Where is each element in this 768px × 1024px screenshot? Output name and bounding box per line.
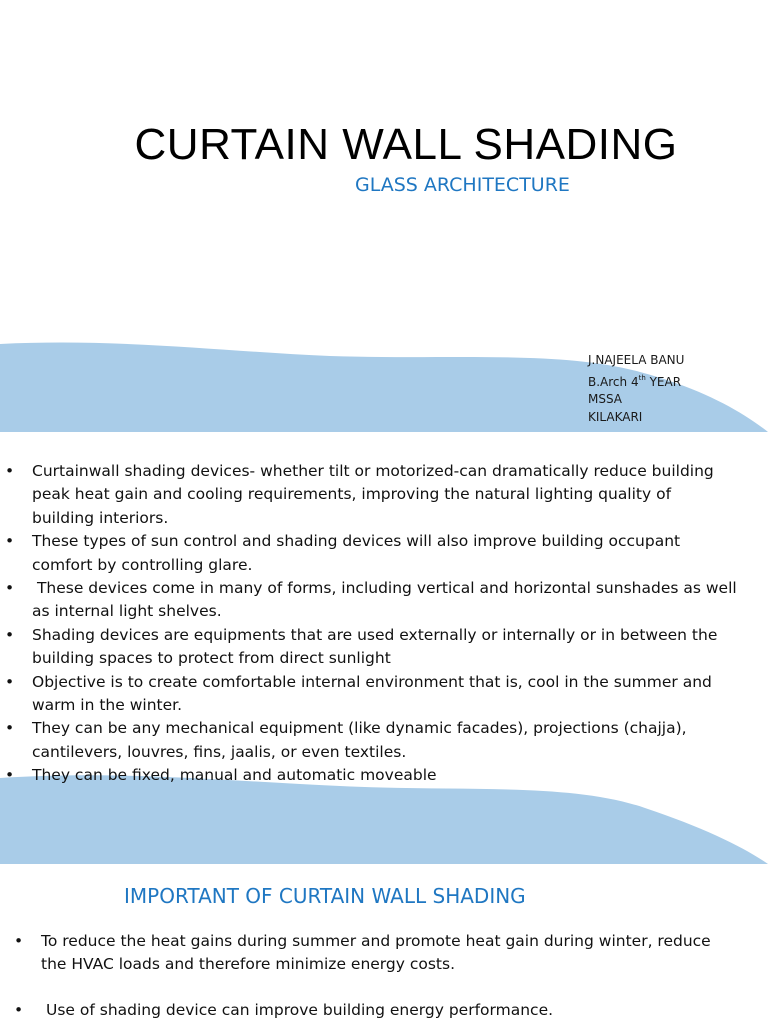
overview-bullet-list: [0, 460, 768, 788]
author-course: B.Arch 4th YEAR: [588, 373, 682, 389]
author-block: [588, 352, 684, 426]
list-item: • Use of shading device can improve building energy performance.: [0, 999, 768, 1022]
bullet-icon: •: [5, 579, 15, 598]
author-college: MSSA: [588, 392, 623, 406]
bullet-icon: •: [14, 1000, 24, 1019]
list-item: • Shading devices are equipments that are used externally or internally or in between the building spaces to protect from direct sunlight: [5, 625, 718, 668]
list-item: • Objective is to create comfortable internal environment that is, cool in the summer and warm in the winter.: [5, 672, 712, 715]
importance-bullet-list: [0, 930, 768, 1022]
author-place: KILAKARI: [588, 409, 643, 424]
author-name: J.NAJEELA BANU: [588, 353, 685, 367]
bullet-icon: •: [5, 532, 15, 551]
bullet-icon: •: [14, 932, 24, 950]
slide-importance: [0, 864, 768, 1024]
list-item: • To reduce the heat gains during summer and promote heat gain during winter, reduce the HVAC loads and therefore minimize energy costs.: [14, 932, 711, 974]
slide-subtitle: GLASS ARCHITECTURE: [355, 174, 570, 196]
section-heading: IMPORTANT OF CURTAIN WALL SHADING: [124, 884, 526, 908]
bullet-icon: •: [5, 462, 15, 480]
list-item: • They can be any mechanical equipment (like dynamic facades), projections (chajja), cantilevers, louvres, fins, jaalis, or even textiles.: [5, 719, 687, 761]
list-item: • Curtainwall shading devices- whether tilt or motorized-can dramatically reduce building peak heat gain and cooling requirements, improving the natural lighting quality of building interiors.: [5, 462, 714, 527]
bullet-icon: •: [5, 719, 15, 738]
bullet-icon: •: [5, 625, 15, 644]
list-item: • These types of sun control and shading devices will also improve building occupant comfort by controlling glare.: [5, 532, 681, 574]
list-item: • These devices come in many of forms, including vertical and horizontal sunshades as well as internal light shelves.: [5, 579, 742, 621]
bullet-icon: •: [5, 672, 15, 691]
list-item: • They can be fixed, manual and automatic moveable: [32, 764, 738, 787]
slide-title: [0, 0, 768, 432]
bullet-icon: •: [5, 766, 15, 785]
slide-overview: [0, 432, 768, 864]
slide-title-heading: CURTAIN WALL SHADING: [134, 120, 678, 169]
